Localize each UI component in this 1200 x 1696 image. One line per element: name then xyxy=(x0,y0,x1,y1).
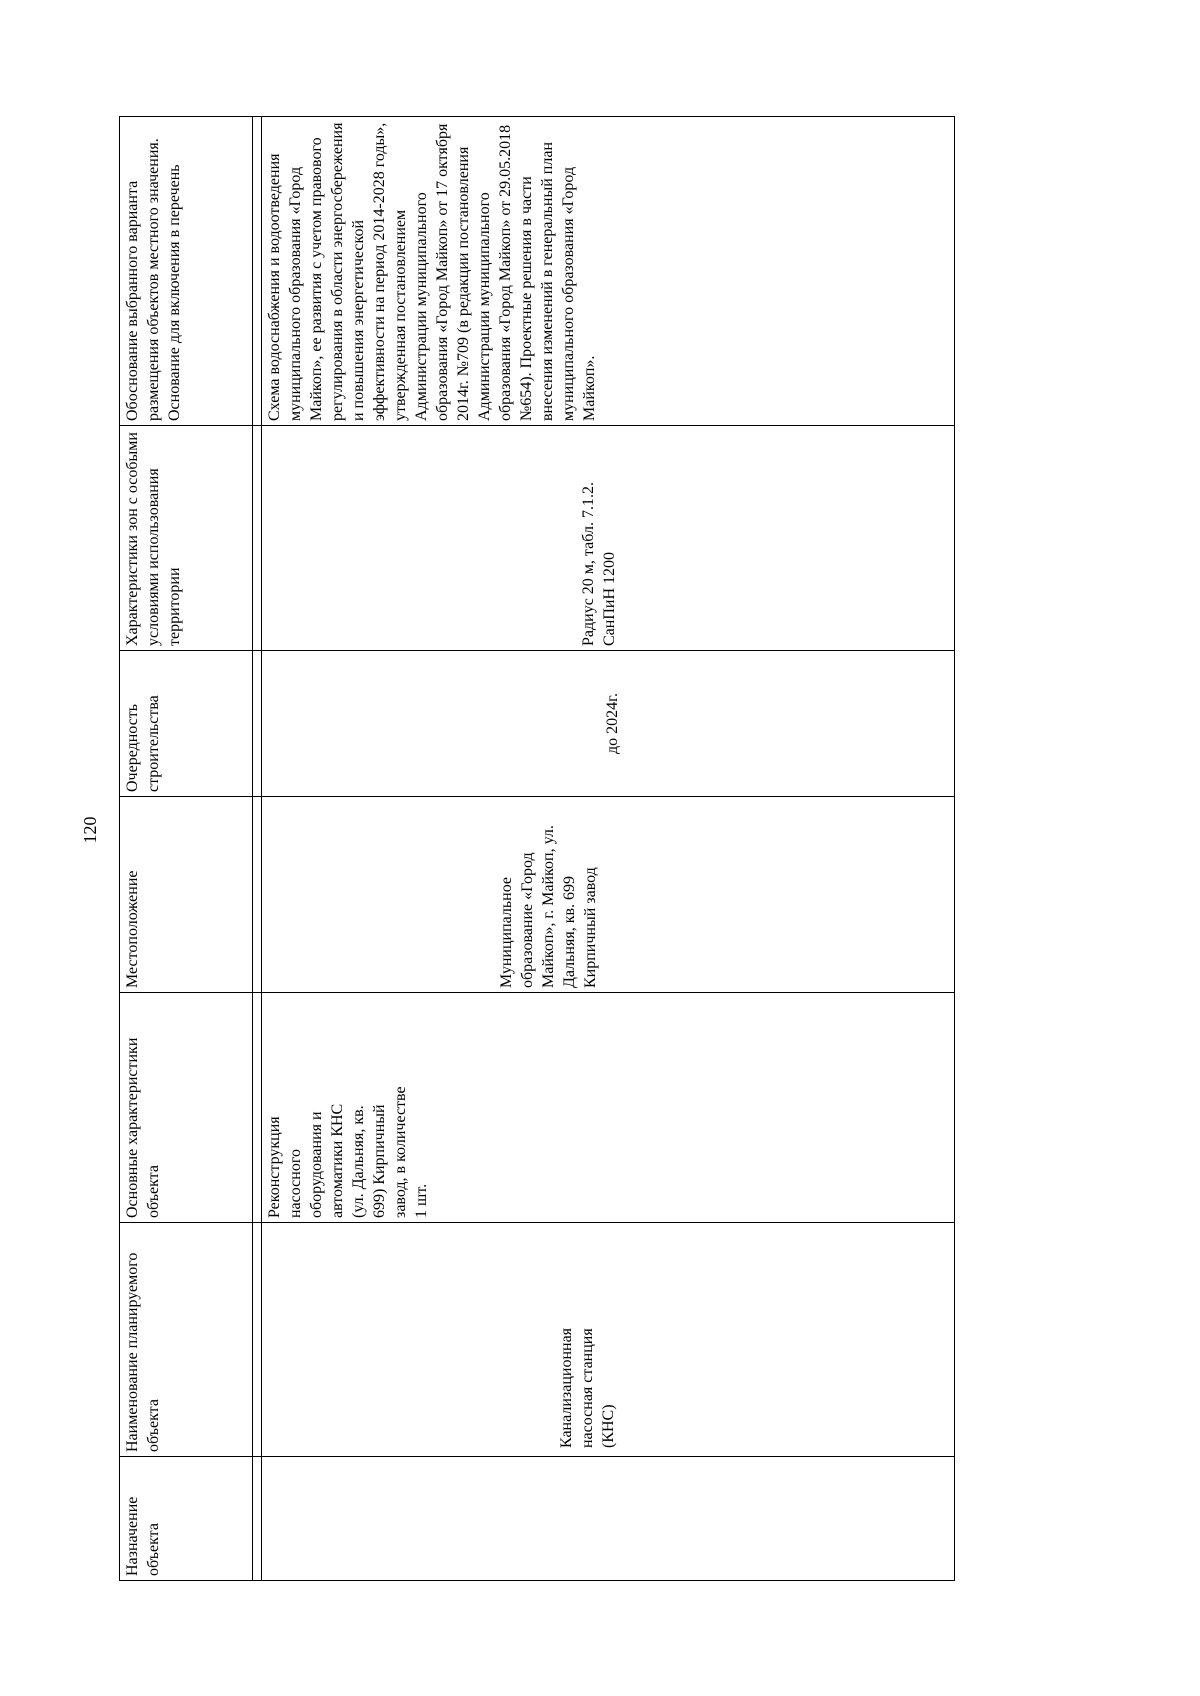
cell-characteristics-text: Реконструкция насосного оборудования и автоматики КНС (ул. Дальняя, кв. 699) Кирпичный завод, в количестве 1 шт. xyxy=(266,1086,430,1218)
cell-zones xyxy=(262,426,955,651)
table-row xyxy=(262,117,955,1581)
cell-purpose xyxy=(262,1457,955,1581)
cell-schedule-text: до 2024г. xyxy=(604,693,621,754)
cell-justification-text: Схема водоснабжения и водоотведения муниципального образования «Город Майкоп», ее развития с учетом правового регулирования в области энергосбережения и повышения энергетической эффективности на период 2014-2028 годы», утвержденная постановлением Администрации муниципального образования «Город Майкоп» от 17 октября 2014г. №709 (в редакции постановления Администрации муниципального образования «Город Майкоп» от 29.05.2018 №654). Проектные решения в части внесения изменений в генеральный план муниципального образования «Город Майкоп». xyxy=(266,122,598,421)
cell-location-text: Муниципальное образование «Город Майкоп», г. Майкоп, ул. Дальняя, кв. 699 Кирпичный завод xyxy=(498,825,599,988)
spacer-cell xyxy=(253,993,262,1223)
spacer-cell xyxy=(253,1457,262,1581)
objects-table xyxy=(119,116,955,1581)
cell-location xyxy=(262,797,955,993)
header-justification: Обоснование выбранного варианта размещения объектов местного значения. Основание для включения в перечень xyxy=(120,117,253,426)
header-schedule: Очередность строительства xyxy=(120,651,253,797)
cell-schedule xyxy=(262,651,955,797)
cell-name xyxy=(262,1223,955,1457)
spacer-cell xyxy=(253,797,262,993)
spacer-cell xyxy=(253,117,262,426)
spacer-cell xyxy=(253,651,262,797)
header-name: Наименование планируемого объекта xyxy=(120,1223,253,1457)
cell-justification xyxy=(262,117,955,426)
header-purpose: Назначение объекта xyxy=(120,1457,253,1581)
header-zones: Характеристики зон с особыми условиями использования территории xyxy=(120,426,253,651)
table-header-row xyxy=(120,117,253,1581)
spacer-cell xyxy=(253,426,262,651)
cell-zones-text: Радиус 20 м, табл. 7.1.2. СанПиН 1200 xyxy=(580,482,618,646)
header-characteristics: Основные характеристики объекта xyxy=(120,993,253,1223)
page-number: 120 xyxy=(80,816,100,844)
table-spacer-row xyxy=(253,117,262,1581)
cell-characteristics xyxy=(262,993,955,1223)
spacer-cell xyxy=(253,1223,262,1457)
header-location: Местоположение xyxy=(120,797,253,993)
cell-name-text: Канализационная насосная станция (КНС) xyxy=(558,1327,617,1448)
rotated-table-container xyxy=(119,117,955,1581)
